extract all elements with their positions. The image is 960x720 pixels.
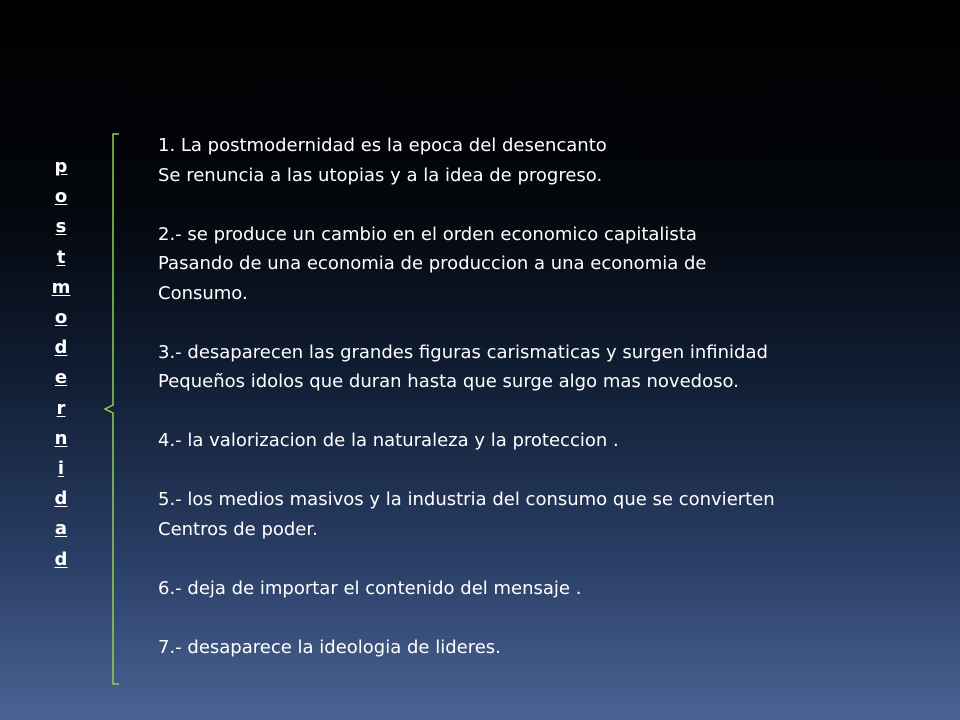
title-letter: n: [54, 427, 68, 449]
title-letter: d: [54, 548, 68, 570]
item-line: Pequeños idolos que duran hasta que surge algo mas novedoso.: [158, 371, 739, 392]
title-letter: t: [56, 246, 66, 268]
title-letter: o: [54, 307, 68, 329]
item-line: Centros de poder.: [158, 518, 318, 540]
title-letter: e: [54, 367, 68, 389]
spacer: [158, 308, 948, 338]
list-item-5: [158, 485, 948, 544]
item-line: Pasando de una economia de produccion a una economia de: [158, 253, 707, 274]
title-letter: i: [57, 458, 65, 480]
spacer: [158, 397, 948, 427]
title-letter: o: [54, 186, 68, 208]
spacer: [158, 456, 948, 486]
title-letter: s: [55, 216, 67, 238]
list-item-1: [158, 131, 948, 190]
item-line: 4.- la valorizacion de la naturaleza y la proteccion .: [158, 430, 619, 451]
spacer: [158, 544, 948, 574]
item-line: Consumo.: [158, 282, 248, 304]
list-item-6: [158, 574, 948, 604]
title-letter: r: [56, 397, 66, 419]
left-brace-bracket: [103, 0, 123, 720]
title-letter: a: [54, 518, 68, 540]
spacer: [158, 603, 948, 633]
item-line: 3.- desaparecen las grandes figuras carismaticas y surgen infinidad: [158, 341, 768, 363]
item-line: 7.- desaparece la ideologia de lideres.: [158, 636, 501, 658]
list-item-3: [158, 338, 948, 397]
list-item-2: [158, 220, 948, 309]
title-letter: d: [54, 488, 68, 510]
item-line: 6.- deja de importar el contenido del mensaje .: [158, 577, 582, 599]
title-letter: m: [51, 276, 71, 298]
item-line: 5.- los medios masivos y la industria del consumo que se convierten: [158, 489, 775, 510]
list-item-7: [158, 633, 948, 663]
title-letter: d: [54, 337, 68, 359]
list-item-4: [158, 426, 948, 456]
vertical-title: [47, 152, 75, 575]
bullet-list: [158, 131, 948, 662]
spacer: [158, 190, 948, 220]
item-line: 2.- se produce un cambio en el orden economico capitalista: [158, 223, 697, 245]
item-line: 1. La postmodernidad es la epoca del desencanto: [158, 135, 607, 156]
title-letter: p: [54, 156, 68, 177]
item-line: Se renuncia a las utopias y a la idea de progreso.: [158, 164, 603, 186]
